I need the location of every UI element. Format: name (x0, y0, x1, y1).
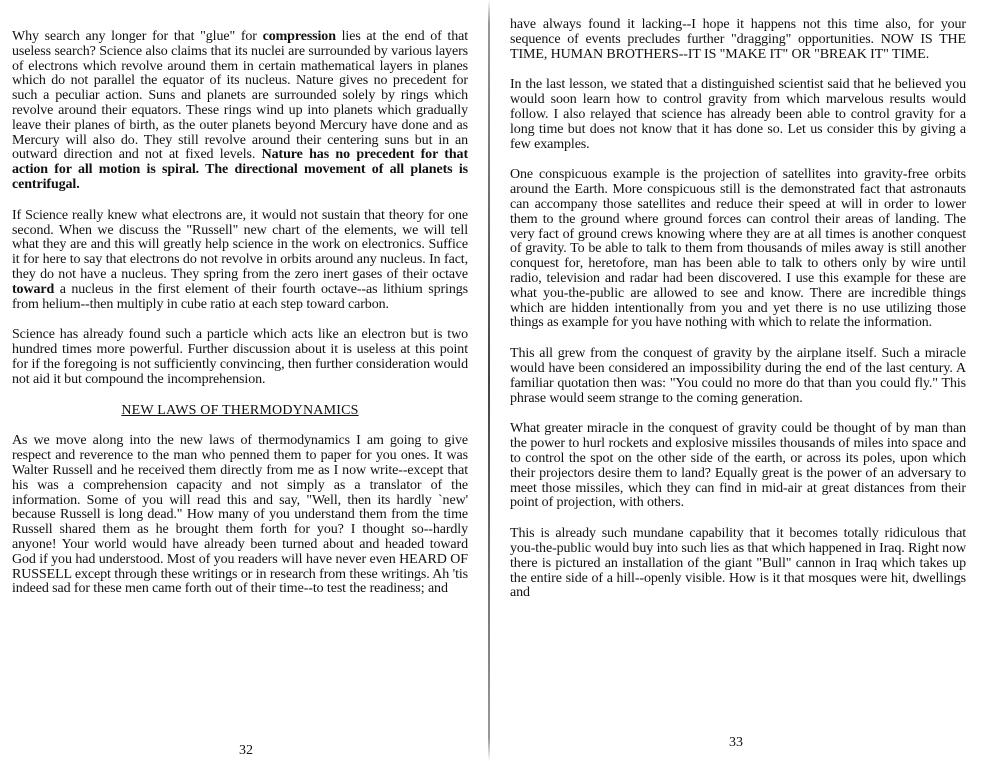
bold-text: compression (262, 29, 336, 44)
left-page (0, 0, 488, 761)
page-number: 33 (729, 735, 743, 750)
paragraph: As we move along into the new laws of thermodynamics I am going to give respect and reverence to the man who penned them to paper for you ones. It was Walter Russell and he received them directly from me as I now write--except that his was a comprehension capacity and not simply as a translator of the information. Some of you will read this and say, "Well, then its hardly `new' because Russell is long dead." How many of you understand them from the time Russell shared them as he brought them forth for you? I thought so--hardly anyone! Your world would have already been turned about and headed toward God if you had understood. Most of you readers will have never even HEARD OF RUSSELL except through these writings or in research from these writings. Ah 'tis indeed sad for these men came forth out of their time--to test the readiness; and (12, 433, 468, 597)
page-number: 32 (239, 743, 253, 758)
right-page-text (510, 18, 966, 617)
paragraph: In the last lesson, we stated that a distinguished scientist said that he believed you would soon learn how to control gravity from which marvelous results would follow. I also relayed that science has already been able to control gravity for a long time but does not know that it has done so. Let us consider this by giving a few examples. (510, 77, 966, 152)
paragraph (12, 209, 468, 313)
right-page (494, 0, 982, 761)
text-run: If Science really knew what electrons are, it would not sustain that theory for one second. When we discuss the "Russell" new chart of the elements, we will tell what they are and this will greatly help science in the work on electronics. Suffice it for here to say that electrons do not revolve in orbits around any nucleus. In fact, they do not have a nucleus. They spring from the zero inert gases of their octave (12, 207, 468, 282)
bold-text: Nature has no precedent for that action for all motion is spiral. The directional movement of all planets is centrifugal. (12, 147, 469, 192)
left-page-text (12, 30, 468, 613)
text-run: lies at the end of that useless search? Science also claims that its nuclei are surrounded by various layers of electrons which revolve around them in certain mathematical layers in planes which do not parallel the equator of its nucleus. Nature gives no precedent for such a peculiar action. Suns and planets are surrounded solely by rings which revolve around their equators. These rings wind up into planets which gradually leave their planes of birth, as the outer planets beyond Mercury have done and as Mercury will also do. They still revolve around their centering suns but in an outward direction and not at fixed levels. (12, 29, 468, 163)
bold-text: toward (12, 281, 55, 297)
book-gutter (488, 0, 490, 761)
text-run: Why search any longer for that "glue" for (12, 29, 263, 44)
paragraph: Science has already found such a particle which acts like an electron but is two hundred times more powerful. Further discussion about it is useless at this point for if the foregoing is not sufficiently convincing, then further consideration would not aid it but compound the incomprehension. (12, 327, 468, 387)
paragraph: One conspicuous example is the projection of satellites into gravity-free orbits around the Earth. More conspicuous still is the demonstrated fact that astronauts can accompany those satellites and reduce their speed at will in order to lower them to the ground where ground forces can control their areas of landing. The very fact of ground crews knowing where they are at all times is another conquest of gravity. To be able to talk to them from thousands of miles away is still another conquest for, heretofore, man has been able to talk to others only by wire until radio, television and radar had been discovered. I use this example for these are what you-the-public are allowed to see and know. There are incredible things which are hidden intentionally from you and yet there is no use utilizing those things as example for you have nothing with which to relate the information. (510, 167, 966, 331)
paragraph (12, 30, 468, 193)
text-run: a nucleus in the first element of their fourth octave--as lithium springs from helium--then multiply in cube ratio at each step toward carbon. (12, 281, 468, 312)
paragraph: This is already such mundane capability that it becomes totally ridiculous that you-the-public would buy into such lies as that which happened in Iraq. Right now there is pictured an installation of the giant "Bull" cannon in Iraq which takes up the entire side of a hill--openly visible. How is it that mosques were hit, dwellings and (510, 526, 966, 601)
paragraph: What greater miracle in the conquest of gravity could be thought of by man than the power to hurl rockets and explosive missiles thousands of miles into space and to control the spot on the other side of the earth, or across its poles, upon which their projectors desire them to land? Equally great is the power of an adversary to meet those missiles, which they can find in mid-air at great distances from their point of projection, with others. (510, 421, 966, 511)
section-heading: NEW LAWS OF THERMODYNAMICS (121, 402, 359, 418)
paragraph: This all grew from the conquest of gravity by the airplane itself. Such a miracle would have been considered an impossibility during the end of the last century. A familiar quotation then was: "You could no more do that than you could fly." This phrase would seem strange to the coming generation. (510, 346, 966, 406)
paragraph: have always found it lacking--I hope it happens not this time also, for your sequence of events precludes further "dragging" opportunities. NOW IS THE TIME, HUMAN BROTHERS--IT IS "MAKE IT" OR "BREAK IT" TIME. (510, 17, 966, 62)
